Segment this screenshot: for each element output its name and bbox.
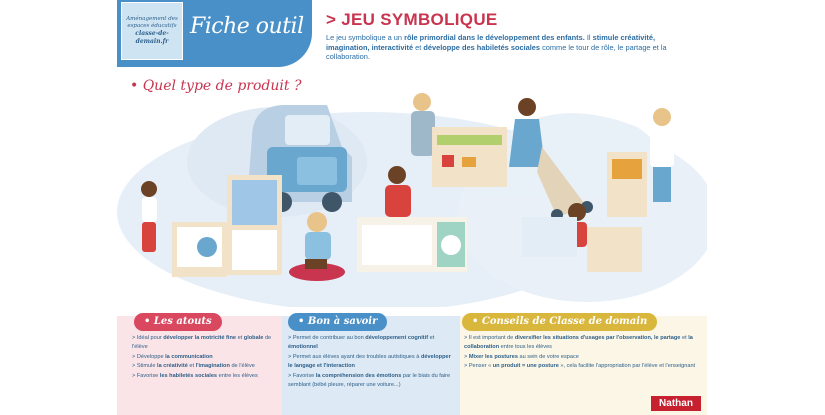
logo-line-1: Aménagement des — [126, 16, 178, 22]
section-heading: • Quel type de produit ? — [130, 78, 302, 94]
kitchen-middle — [357, 217, 467, 272]
list-item: > Mixer les postures au sein de votre espace — [464, 353, 579, 360]
list-item: > Développe la communication — [132, 353, 213, 360]
child-left — [141, 181, 157, 252]
list-item: > Penser « un produit = une posture », cela facilite l'appropriation par l'élève et l'enseignant — [464, 363, 696, 370]
atouts-heading: • Les atouts — [134, 313, 222, 331]
logo-line-3: classe-de-demain.fr — [135, 30, 169, 45]
list-item: > Favorise la compréhension des émotions par le biais du faire semblant (bébé pleure, réparer une voiture...) — [288, 372, 451, 389]
conseils-heading: • Conseils de Classe de domain — [462, 313, 657, 331]
savoir-heading: • Bon à savoir — [288, 313, 387, 331]
page-title: > JEU SYMBOLIQUE — [326, 10, 498, 29]
list-item: > Stimule la créativité et l'imagination de l'élève — [132, 363, 255, 370]
list-item: > Il est important de diversifier les situations d'usages par l'observation, le partage et la collaboration entre tous les élèves — [464, 335, 693, 351]
nathan-logo[interactable]: Nathan — [651, 396, 701, 411]
tab-title: Fiche outil — [190, 14, 304, 39]
atouts-list — [132, 334, 277, 381]
list-item: > Permet aux élèves ayant des troubles autistiques à développer le langage et l'interaction — [288, 353, 451, 370]
list-item: > Permet de contribuer au bon développement cognitif et émotionnel — [288, 335, 435, 351]
list-item: > Favorise les habiletés sociales entre les élèves — [132, 372, 258, 379]
savoir-list — [288, 334, 456, 390]
conseils-list — [464, 334, 704, 372]
site-logo[interactable] — [121, 2, 183, 60]
play-scene-illustration — [117, 67, 707, 307]
intro-text: Le jeu symbolique a un rôle primordial dans le développement des enfants. Il stimule créativité, imagination, interactivité et développe des habiletés sociales comme le tour de rôle, le partage et la collaboration. — [326, 33, 667, 62]
logo-line-2: espaces éducatifs — [127, 23, 177, 29]
list-item: > Idéal pour développer la motricité fine et globale de l'élève — [132, 335, 272, 351]
